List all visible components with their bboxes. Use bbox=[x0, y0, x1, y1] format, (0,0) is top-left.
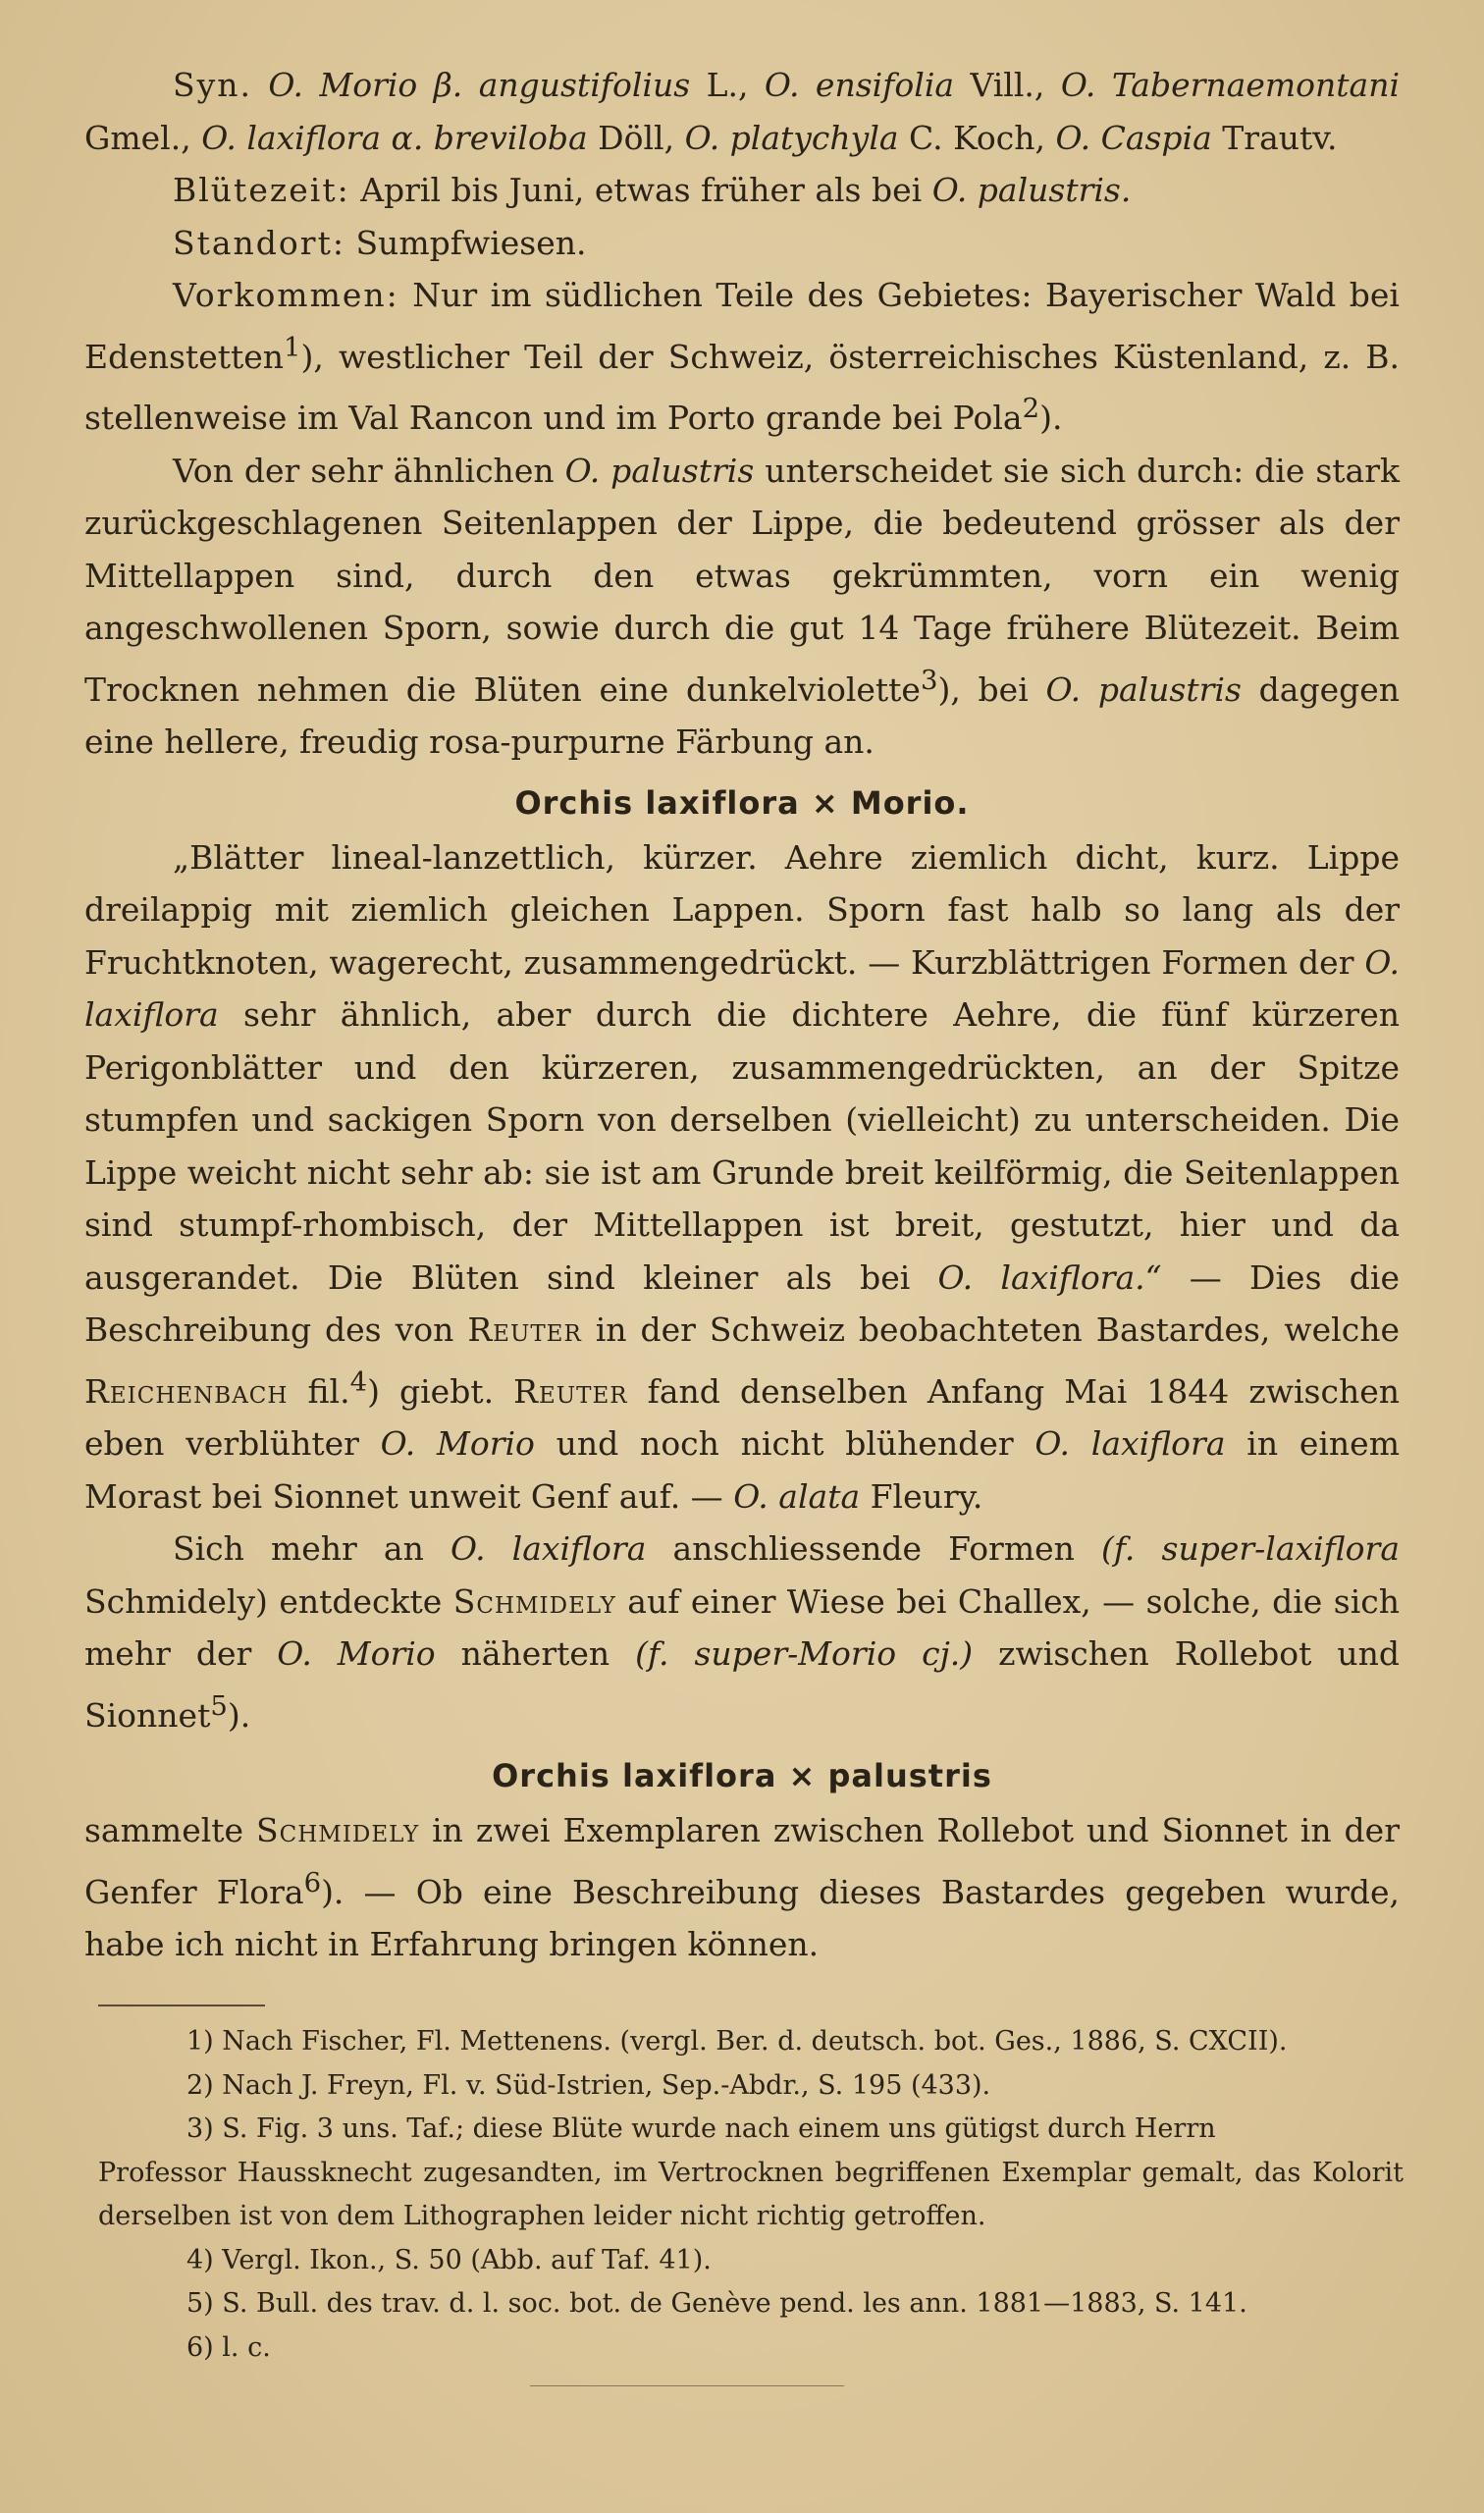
body-text: ) giebt. bbox=[367, 1371, 495, 1411]
schmidely-forms-paragraph bbox=[84, 1523, 1400, 1741]
body-text: anschliessende Formen bbox=[672, 1529, 1075, 1568]
footnote-ref[interactable]: 3 bbox=[920, 664, 938, 696]
author-name: Reichenbach bbox=[84, 1371, 289, 1411]
species-name: O. Morio bbox=[380, 1424, 535, 1463]
species-name: O. laxiflora bbox=[84, 942, 1400, 1034]
body-text: ). — Ob eine Beschreibung dieses Bastardes gegeben wurde, habe ich nicht in Erfahrung bringen können. bbox=[84, 1872, 1400, 1963]
body-text: Fleury. bbox=[870, 1476, 983, 1516]
species-name: O. alata bbox=[733, 1476, 861, 1516]
footnote-4: 4) Vergl. Ikon., S. 50 (Abb. auf Taf. 41). bbox=[186, 2244, 712, 2275]
vorkommen-text: ). bbox=[1039, 399, 1063, 437]
laxiflora-morio-paragraph bbox=[84, 831, 1400, 1524]
footnote-1: 1) Nach Fischer, Fl. Mettenens. (vergl. Ber. d. deutsch. bot. Ges., 1886, S. CXCII). bbox=[186, 2026, 1288, 2057]
species-name: O. laxiflora.“ bbox=[937, 1257, 1162, 1297]
body-text: unterscheidet sie sich durch: die stark zurückgeschlagenen Seitenlappen der Lippe, die bedeutend grösser als der Mittellappen sind, durch den etwas gekrümmten, vorn ein wenig angeschwollenen Sporn, sowie durch die gut 14 Tage frühere Blütezeit. Beim Trocknen nehmen die Blüten eine dunkelviolette bbox=[84, 451, 1400, 709]
footnote-3-continued: Professor Haussknecht zugesandten, im Vertrocknen begriffenen Exemplar gemalt, das Kolorit derselben ist von dem Lithographen leider nicht richtig getroffen. bbox=[98, 2157, 1404, 2231]
bluetezeit-text: April bis Juni, etwas früher als bei bbox=[360, 171, 923, 209]
footnote-2: 2) Nach J. Freyn, Fl. v. Süd-Istrien, Sep.-Abdr., S. 195 (433). bbox=[186, 2069, 991, 2101]
synonym-species: O. laxiflora α. breviloba bbox=[201, 118, 588, 157]
standort-paragraph bbox=[84, 217, 1400, 270]
species-name: O. Morio bbox=[277, 1634, 436, 1673]
synonym-species: O. Tabernaemontani bbox=[1060, 66, 1401, 104]
species-name: O. laxiflora bbox=[1034, 1424, 1226, 1463]
footnotes bbox=[98, 2020, 1404, 2370]
species-name: (f. super-laxiflora bbox=[1101, 1529, 1400, 1568]
vorkommen-paragraph bbox=[84, 269, 1400, 445]
standort-label: Standort: bbox=[173, 223, 345, 262]
body-text: fand denselben Anfang Mai 1844 zwischen eben verblühter bbox=[84, 1371, 1400, 1463]
body-text: auf einer Wiese bei Challex, — solche, die sich mehr der bbox=[84, 1581, 1400, 1673]
footnote-divider bbox=[98, 2005, 265, 2006]
body-text: näherten bbox=[460, 1634, 610, 1673]
species-name: O. palustris. bbox=[931, 171, 1132, 209]
syn-label: Syn. bbox=[173, 66, 252, 104]
body-text: — Dies die Beschreibung des von bbox=[84, 1257, 1400, 1349]
body-text: Schmidely) entdeckte bbox=[84, 1581, 443, 1621]
footnote-ref[interactable]: 4 bbox=[349, 1365, 368, 1398]
author-name: Schmidely bbox=[256, 1811, 420, 1849]
author-name: Reuter bbox=[513, 1371, 628, 1411]
species-name: (f. super-Morio cj.) bbox=[635, 1634, 974, 1673]
body-text: in der Schweiz beobachteten Bastardes, welche bbox=[595, 1310, 1400, 1349]
section-heading-laxiflora-palustris: Orchis laxiflora × palustris bbox=[492, 1757, 992, 1794]
author-name: Schmidely bbox=[452, 1581, 616, 1621]
vorkommen-text: Nur im südlichen Teile des Gebietes: Bayerischer Wald bei Edenstetten bbox=[84, 276, 1400, 376]
synonym-author: Gmel., bbox=[84, 118, 191, 157]
synonym-species: O. Morio β. angustifolius bbox=[268, 66, 691, 104]
footnote-5: 5) S. Bull. des trav. d. l. soc. bot. de Genève pend. les ann. 1881—1883, S. 141. bbox=[186, 2288, 1247, 2319]
body-text: in zwei Exemplaren zwischen Rollebot und Sionnet in der Genfer Flora bbox=[84, 1811, 1400, 1911]
synonym-author: C. Koch, bbox=[909, 118, 1045, 157]
body-text: zwischen Rollebot und Sionnet bbox=[84, 1634, 1400, 1735]
standort-text: Sumpfwiesen. bbox=[355, 223, 587, 262]
laxiflora-palustris-paragraph bbox=[84, 1804, 1400, 1971]
synonym-author: Vill., bbox=[970, 66, 1045, 104]
synonym-species: O. Caspia bbox=[1055, 118, 1212, 157]
footnote-ref[interactable]: 5 bbox=[210, 1689, 228, 1722]
species-name: O. palustris bbox=[1045, 669, 1242, 709]
footnote-ref[interactable]: 1 bbox=[284, 331, 301, 363]
synonym-author: Trautv. bbox=[1222, 118, 1338, 157]
differences-paragraph bbox=[84, 445, 1400, 769]
footnote-ref[interactable]: 6 bbox=[303, 1866, 322, 1898]
footnote-3: 3) S. Fig. 3 uns. Taf.; diese Blüte wurde nach einem uns gütigst durch Herrn bbox=[186, 2113, 1216, 2144]
body-text: Sich mehr an bbox=[173, 1529, 424, 1568]
bluetezeit-paragraph bbox=[84, 164, 1400, 217]
synonym-species: O. platychyla bbox=[684, 118, 899, 157]
vorkommen-label: Vorkommen: bbox=[173, 276, 399, 314]
bottom-divider bbox=[530, 2385, 844, 2386]
synonym-author: L., bbox=[706, 66, 749, 104]
synonym-species: O. ensifolia bbox=[764, 66, 955, 104]
footnote-6: 6) l. c. bbox=[186, 2331, 271, 2363]
main-text-column bbox=[84, 59, 1400, 1971]
body-text: ). bbox=[227, 1695, 251, 1735]
body-text: ), bei bbox=[937, 669, 1029, 709]
body-text: in einem Morast bei Sionnet unweit Genf auf. — bbox=[84, 1424, 1400, 1516]
vorkommen-text: ), westlicher Teil der Schweiz, österreichisches Küstenland, z. B. stellenweise im Val Rancon und im Porto grande bei Pola bbox=[84, 337, 1400, 437]
body-text: sammelte bbox=[84, 1811, 244, 1849]
body-text: Von der sehr ähnlichen bbox=[173, 451, 555, 490]
bluetezeit-label: Blütezeit: bbox=[173, 171, 350, 209]
author-name: Reuter bbox=[467, 1310, 582, 1349]
body-text: „Blätter lineal-lanzettlich, kürzer. Aehre ziemlich dicht, kurz. Lippe dreilappig mit ziemlich gleichen Lappen. Sporn fast halb so lang als der Fruchtknoten, wagerecht, zusammengedrückt. — Kurzblättrigen Formen der bbox=[84, 837, 1400, 982]
body-text: sehr ähnlich, aber durch die dichtere Aehre, die fünf kürzeren Perigonblätter und den kürzeren, zusammengedrückten, an der Spitze stumpfen und sackigen Sporn von derselben (vielleicht) zu unterscheiden. Die Lippe weicht nicht sehr ab: sie ist am Grunde breit keilförmig, die Seitenlappen sind stumpf-rhombisch, der Mittellappen ist breit, gestutzt, hier und da ausgerandet. Die Blüten sind kleiner als bei bbox=[84, 995, 1400, 1297]
body-text: dagegen eine hellere, freudig rosa-purpurne Färbung an. bbox=[84, 669, 1401, 761]
species-name: O. palustris bbox=[564, 451, 755, 490]
body-text: und noch nicht blühender bbox=[556, 1424, 1014, 1463]
species-name: O. laxiflora bbox=[450, 1529, 647, 1568]
synonym-author: Döll, bbox=[598, 118, 675, 157]
body-text: fil. bbox=[307, 1371, 350, 1411]
synonyms-paragraph bbox=[84, 59, 1400, 164]
footnote-ref[interactable]: 2 bbox=[1022, 393, 1040, 424]
section-heading-laxiflora-morio: Orchis laxiflora × Morio. bbox=[514, 783, 970, 822]
